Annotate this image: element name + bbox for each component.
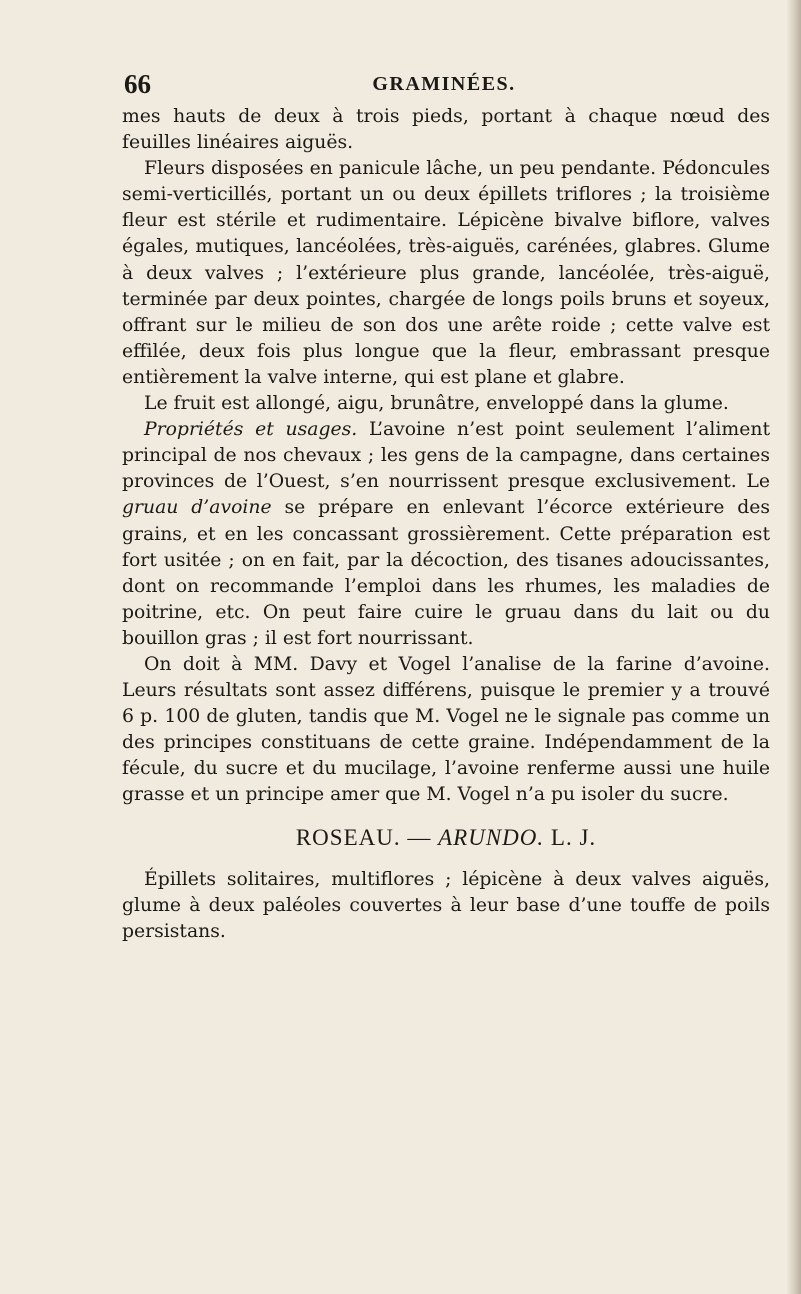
section-dash: —: [400, 824, 439, 850]
properties-term: gruau d’avoine: [122, 497, 272, 519]
properties-lead: Propriétés et usages.: [144, 419, 358, 441]
properties-text-1: L’avoine n’est point seulement l’aliment principal de nos chevaux ; les gens de la campagne, dans certaines provinces de l’Ouest, s’en nourrissent presque exclusivement. Le: [122, 419, 770, 493]
page-header: [124, 66, 764, 102]
section-latin-name: ARUNDO.: [438, 824, 545, 850]
section-author: L. J.: [544, 824, 597, 850]
paragraph-analysis: On doit à MM. Davy et Vogel l’analise de la farine d’avoine. Leurs résultats sont assez différens, puisque le premier y a trouvé 6 p. 100 de gluten, tandis que M. Vogel ne le signale pas comme un des principes constituans de cette graine. Indépendamment de la fécule, du sucre et du mucilage, l’avoine renferme aussi une huile grasse et un principe amer que M. Vogel n’a pu isoler du sucre.: [122, 653, 770, 806]
section-heading: [122, 823, 770, 853]
paragraph-properties: [122, 417, 770, 652]
section-name: ROSEAU.: [295, 824, 401, 850]
page-number: 66: [124, 69, 151, 99]
running-head: GRAMINÉES.: [372, 73, 516, 95]
paragraph-roseau: Épillets solitaires, multiflores ; lépicène à deux valves aiguës, glume à deux paléoles couvertes à leur base d’une touffe de poils persistans.: [122, 868, 770, 942]
paragraph-fruit: Le fruit est allongé, aigu, brunâtre, enveloppé dans la glume.: [144, 393, 729, 415]
properties-text-2: se prépare en enlevant l’écorce extérieure des grains, et en les concassant grossièrement. Cette préparation est fort usitée ; on en fait, par la décoction, des tisanes adoucissantes, dont on recommande l’emploi dans les rhumes, les maladies de poitrine, etc. On peut faire cuire le gruau dans du lait ou du bouillon gras ; il est fort nourrissant.: [122, 497, 770, 649]
body-text: [122, 104, 770, 945]
paragraph-continuation: mes hauts de deux à trois pieds, portant à chaque nœud des feuilles linéaires aiguës.: [122, 106, 770, 154]
paragraph-flowers: Fleurs disposées en panicule lâche, un peu pendante. Pédoncules semi-verticillés, portant un ou deux épillets triflores ; la troisième fleur est stérile et rudimentaire. Lépicène bivalve biflore, valves égales, mutiques, lancéolées, très-aiguës, carénées, glabres. Glume à deux valves ; l’extérieure plus grande, lancéolée, très-aiguë, terminée par deux pointes, chargée de longs poils bruns et soyeux, offrant sur le milieu de son dos une arête roide ; cette valve est effilée, deux fois plus longue que la fleur, embrassant presque entièrement la valve interne, qui est plane et glabre.: [122, 158, 770, 388]
page-edge-shadow: [787, 0, 801, 1294]
